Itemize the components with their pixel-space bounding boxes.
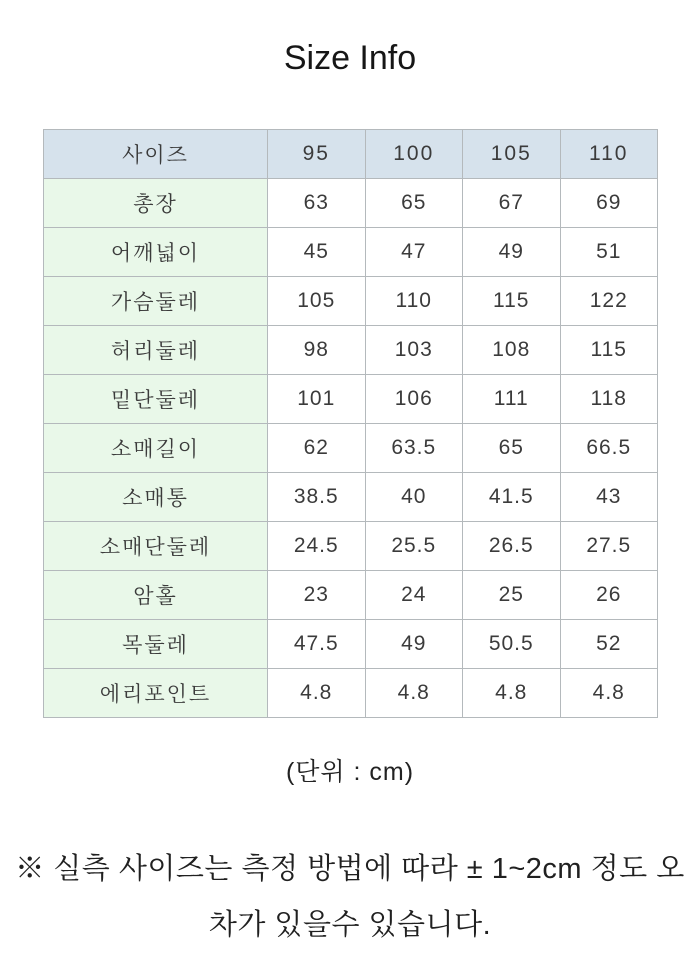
row-label-cell: 총장 — [44, 179, 268, 228]
value-cell: 51 — [560, 228, 658, 277]
measurement-row — [44, 473, 658, 522]
measurement-row — [44, 669, 658, 718]
value-cell: 66.5 — [560, 424, 658, 473]
value-cell: 41.5 — [463, 473, 561, 522]
disclaimer-note — [15, 841, 685, 953]
measurement-row — [44, 375, 658, 424]
value-cell: 4.8 — [268, 669, 366, 718]
value-cell: 105 — [268, 277, 366, 326]
value-cell: 52 — [560, 620, 658, 669]
row-label-cell: 소매단둘레 — [44, 522, 268, 571]
header-cell-size-95: 95 — [268, 130, 366, 179]
unit-note: (단위 : cm) — [285, 758, 415, 786]
value-cell: 24 — [365, 571, 463, 620]
value-cell: 23 — [268, 571, 366, 620]
value-cell: 122 — [560, 277, 658, 326]
value-cell: 47.5 — [268, 620, 366, 669]
value-cell: 115 — [463, 277, 561, 326]
value-cell: 49 — [463, 228, 561, 277]
page-title: Size Info — [283, 39, 417, 77]
size-table-wrap — [43, 129, 657, 717]
measurement-row — [44, 228, 658, 277]
value-cell: 38.5 — [268, 473, 366, 522]
value-cell: 4.8 — [463, 669, 561, 718]
value-cell: 43 — [560, 473, 658, 522]
value-cell: 24.5 — [268, 522, 366, 571]
value-cell: 49 — [365, 620, 463, 669]
value-cell: 50.5 — [463, 620, 561, 669]
disclaimer-line-2: 차가 있을수 있습니다. — [208, 909, 492, 941]
measurement-row — [44, 522, 658, 571]
row-label-cell: 암홀 — [44, 571, 268, 620]
value-cell: 65 — [463, 424, 561, 473]
header-cell-size-label: 사이즈 — [44, 130, 268, 179]
value-cell: 106 — [365, 375, 463, 424]
row-label-cell: 가슴둘레 — [44, 277, 268, 326]
measurement-row — [44, 571, 658, 620]
value-cell: 118 — [560, 375, 658, 424]
value-cell: 108 — [463, 326, 561, 375]
row-label-cell: 밑단둘레 — [44, 375, 268, 424]
value-cell: 40 — [365, 473, 463, 522]
header-cell-size-100: 100 — [365, 130, 463, 179]
measurement-row — [44, 277, 658, 326]
value-cell: 69 — [560, 179, 658, 228]
header-cell-size-110: 110 — [560, 130, 658, 179]
row-label-cell: 어깨넓이 — [44, 228, 268, 277]
value-cell: 62 — [268, 424, 366, 473]
value-cell: 111 — [463, 375, 561, 424]
value-cell: 47 — [365, 228, 463, 277]
value-cell: 65 — [365, 179, 463, 228]
value-cell: 4.8 — [365, 669, 463, 718]
value-cell: 63 — [268, 179, 366, 228]
value-cell: 67 — [463, 179, 561, 228]
row-label-cell: 목둘레 — [44, 620, 268, 669]
row-label-cell: 소매통 — [44, 473, 268, 522]
header-cell-size-105: 105 — [463, 130, 561, 179]
value-cell: 26 — [560, 571, 658, 620]
value-cell: 110 — [365, 277, 463, 326]
size-table — [43, 129, 658, 718]
value-cell: 98 — [268, 326, 366, 375]
value-cell: 4.8 — [560, 669, 658, 718]
value-cell: 101 — [268, 375, 366, 424]
measurement-row — [44, 179, 658, 228]
value-cell: 25.5 — [365, 522, 463, 571]
value-cell: 27.5 — [560, 522, 658, 571]
value-cell: 26.5 — [463, 522, 561, 571]
measurement-row — [44, 424, 658, 473]
table-header-row — [44, 130, 658, 179]
measurement-row — [44, 326, 658, 375]
disclaimer-line-1: ※ 실측 사이즈는 측정 방법에 따라 ± 1~2cm 정도 오 — [15, 853, 685, 885]
value-cell: 45 — [268, 228, 366, 277]
value-cell: 63.5 — [365, 424, 463, 473]
value-cell: 103 — [365, 326, 463, 375]
row-label-cell: 에리포인트 — [44, 669, 268, 718]
measurement-row — [44, 620, 658, 669]
value-cell: 115 — [560, 326, 658, 375]
value-cell: 25 — [463, 571, 561, 620]
row-label-cell: 허리둘레 — [44, 326, 268, 375]
row-label-cell: 소매길이 — [44, 424, 268, 473]
